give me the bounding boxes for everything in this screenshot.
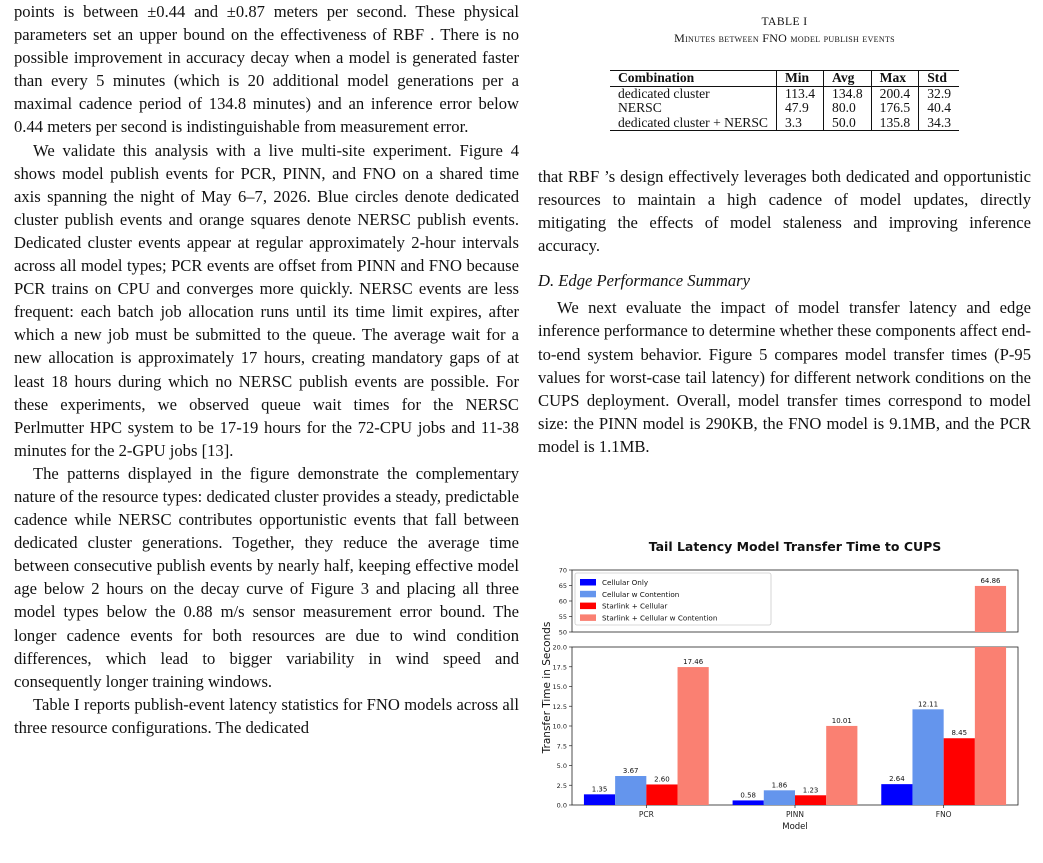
legend-swatch: [580, 591, 596, 598]
paragraph-intro: points is between ±0.44 and ±0.87 meters per second. These physical parameters set an upper bound on the effectiveness of RBF . There is no possible improvement in accuracy decay when a model is generated faster than every 5 minutes (which is 20 additional model generations per a maximal cadence period of 134.8 minutes) and an inference error below 0.44 meters per second is indistinguishable from measurement error.: [14, 2, 519, 137]
y-tick-label: 20.0: [552, 643, 567, 652]
table-row: [610, 116, 959, 131]
bar: [975, 586, 1006, 632]
bar-value-label: 2.64: [889, 775, 905, 784]
latency-table: [610, 70, 959, 131]
paragraph-patterns: The patterns displayed in the figure demonstrate the complementary nature of the resource types: dedicated cluster provides a steady, predictable cadence while NERSC contributes opportunistic events that fall between dedicated cluster generations. Together, they reduce the average time between consecutive publish events by nearly half, keeping effective model age below 2 hours on the decay curve of Figure 3 and placing all three model types below the 0.88 m/s sensor measurement error bound. The longer cadence events for both resources are due to wind condition differences, which lead to bigger variability in wind speed and consequently longer training windows.: [14, 463, 519, 691]
table-cell: 134.8: [824, 86, 872, 101]
bar-value-label: 1.23: [802, 786, 819, 795]
table-header: Min: [776, 71, 823, 87]
bar: [733, 800, 764, 805]
x-tick-label: PCR: [638, 810, 654, 819]
bar-value-label: 17.46: [683, 658, 704, 667]
table-header: Max: [871, 71, 919, 87]
subsection-heading: D. Edge Performance Summary: [538, 271, 750, 291]
chart-title: Tail Latency Model Transfer Time to CUPS: [648, 539, 942, 554]
table-cell: 40.4: [919, 101, 959, 116]
table-cell: 34.3: [919, 116, 959, 131]
bar: [678, 667, 709, 805]
table-cell: 176.5: [871, 101, 919, 116]
legend-swatch: [580, 579, 596, 586]
table-cell: 32.9: [919, 86, 959, 101]
y-tick-label: 2.5: [556, 781, 567, 790]
table-cell: 135.8: [871, 116, 919, 131]
bar-value-label: 1.35: [591, 785, 608, 794]
bar-value-label: 10.01: [831, 716, 852, 725]
table-cell: 47.9: [776, 101, 823, 116]
table-header-row: [610, 71, 959, 87]
table-cell: NERSC: [617, 100, 662, 115]
table-cell: dedicated cluster: [617, 85, 710, 101]
x-tick-label: FNO: [935, 810, 952, 819]
y-axis-label: Transfer Time in Seconds: [541, 621, 553, 754]
bar-chart-svg: [538, 534, 1031, 860]
table-header: Combination: [610, 71, 777, 87]
y-tick-label: 65: [558, 582, 567, 590]
legend-swatch: [580, 603, 596, 610]
y-tick-label: 0.0: [556, 801, 567, 810]
y-tick-label: 50: [558, 628, 567, 637]
bar: [615, 776, 646, 805]
bar: [764, 790, 795, 805]
bar: [584, 794, 615, 805]
legend-swatch: [580, 614, 596, 621]
table-subtitle: Minutes between FNO model publish events: [674, 31, 895, 45]
table-row: [610, 86, 959, 101]
table-cell: dedicated cluster + NERSC: [610, 116, 777, 131]
bar: [912, 709, 943, 805]
y-tick-label: 5.0: [556, 762, 567, 770]
bar: [795, 795, 826, 805]
table-row: [610, 101, 959, 116]
y-tick-label: 10.0: [552, 722, 567, 731]
table-caption: TABLE I: [761, 15, 808, 28]
bar-value-label: 64.86: [980, 576, 1001, 585]
paragraph-edge-performance: We next evaluate the impact of model transfer latency and edge inference performance to determine whether these components affect end-to-end system behavior. Figure 5 compares model transfer times (P-95 values for worst-case tail latency) for different network conditions on the CUPS deployment. Overall, model transfer times correspond to model size: the PINN model is 290KB, the FNO model is 9.1MB, and the PCR model is 1.1MB.: [538, 298, 1031, 456]
bar-value-label: 0.58: [740, 791, 756, 800]
table-cell: 80.0: [824, 101, 872, 116]
table-header: Avg: [824, 71, 872, 87]
bar-value-label: 3.67: [622, 767, 639, 776]
left-column: [14, 0, 519, 739]
bar: [826, 726, 857, 805]
paragraph-rbf-summary: that RBF ’s design effectively leverages both dedicated and opportunistic resources to maintain a high cadence of model updates, directly mitigating the effects of model staleness and improving inference accuracy.: [538, 167, 1031, 256]
table-cell: 3.3: [776, 116, 823, 131]
y-tick-label: 17.5: [552, 663, 567, 672]
x-tick-label: PINN: [786, 810, 804, 819]
y-tick-label: 7.5: [556, 742, 567, 751]
table-cell: 50.0: [824, 116, 872, 131]
legend-entry: Starlink + Cellular: [602, 601, 668, 611]
y-tick-label: 12.5: [552, 702, 567, 711]
bar: [975, 647, 1006, 805]
bar-value-label: 12.11: [918, 700, 939, 709]
bar-value-label: 2.60: [654, 775, 670, 784]
y-tick-label: 15.0: [552, 683, 567, 691]
bar-value-label: 1.86: [771, 781, 788, 790]
bar: [944, 738, 975, 805]
legend-entry: Cellular w Contention: [602, 589, 680, 599]
table-cell: 113.4: [776, 86, 823, 101]
bar: [881, 784, 912, 805]
transfer-time-chart: [538, 534, 1031, 860]
table-header: Std: [919, 71, 959, 87]
y-tick-label: 70: [558, 566, 567, 575]
y-tick-label: 60: [558, 597, 567, 606]
x-axis-label: Model: [782, 822, 808, 832]
paragraph-validation: We validate this analysis with a live multi-site experiment. Figure 4 shows model publish events for PCR, PINN, and FNO on a shared time axis spanning the night of May 6–7, 2026. Blue circles denote dedicated cluster publish events and orange squares denote NERSC publish events. Dedicated cluster events appear at regular approximately 2-hour intervals across all model types; PCR events are offset from PINN and FNO because PCR trains on CPU and converges more quickly. NERSC events are less frequent: each batch job allocation runs until its time limit expires, after which a new job must be submitted to the queue. The average wait for a new allocation is approximately 17 hours, creating mandatory gaps of at least 18 hours during which no NERSC publish events are possible. For these experiments, we observed queue wait times for the NERSC Perlmutter HPC system to be 17-19 hours for the 72-CPU jobs and 11-38 minutes for the 2-GPU jobs [13].: [14, 140, 519, 460]
paragraph-table-intro: Table I reports publish-event latency statistics for FNO models across all three resource configurations. The dedicated: [14, 694, 519, 737]
bar-value-label: 8.45: [951, 729, 968, 738]
table-cell: 200.4: [871, 86, 919, 101]
y-tick-label: 55: [558, 613, 567, 621]
right-column: [538, 0, 1031, 458]
bar: [646, 784, 677, 805]
legend-entry: Cellular Only: [602, 578, 649, 587]
legend-entry: Starlink + Cellular w Contention: [602, 613, 718, 623]
